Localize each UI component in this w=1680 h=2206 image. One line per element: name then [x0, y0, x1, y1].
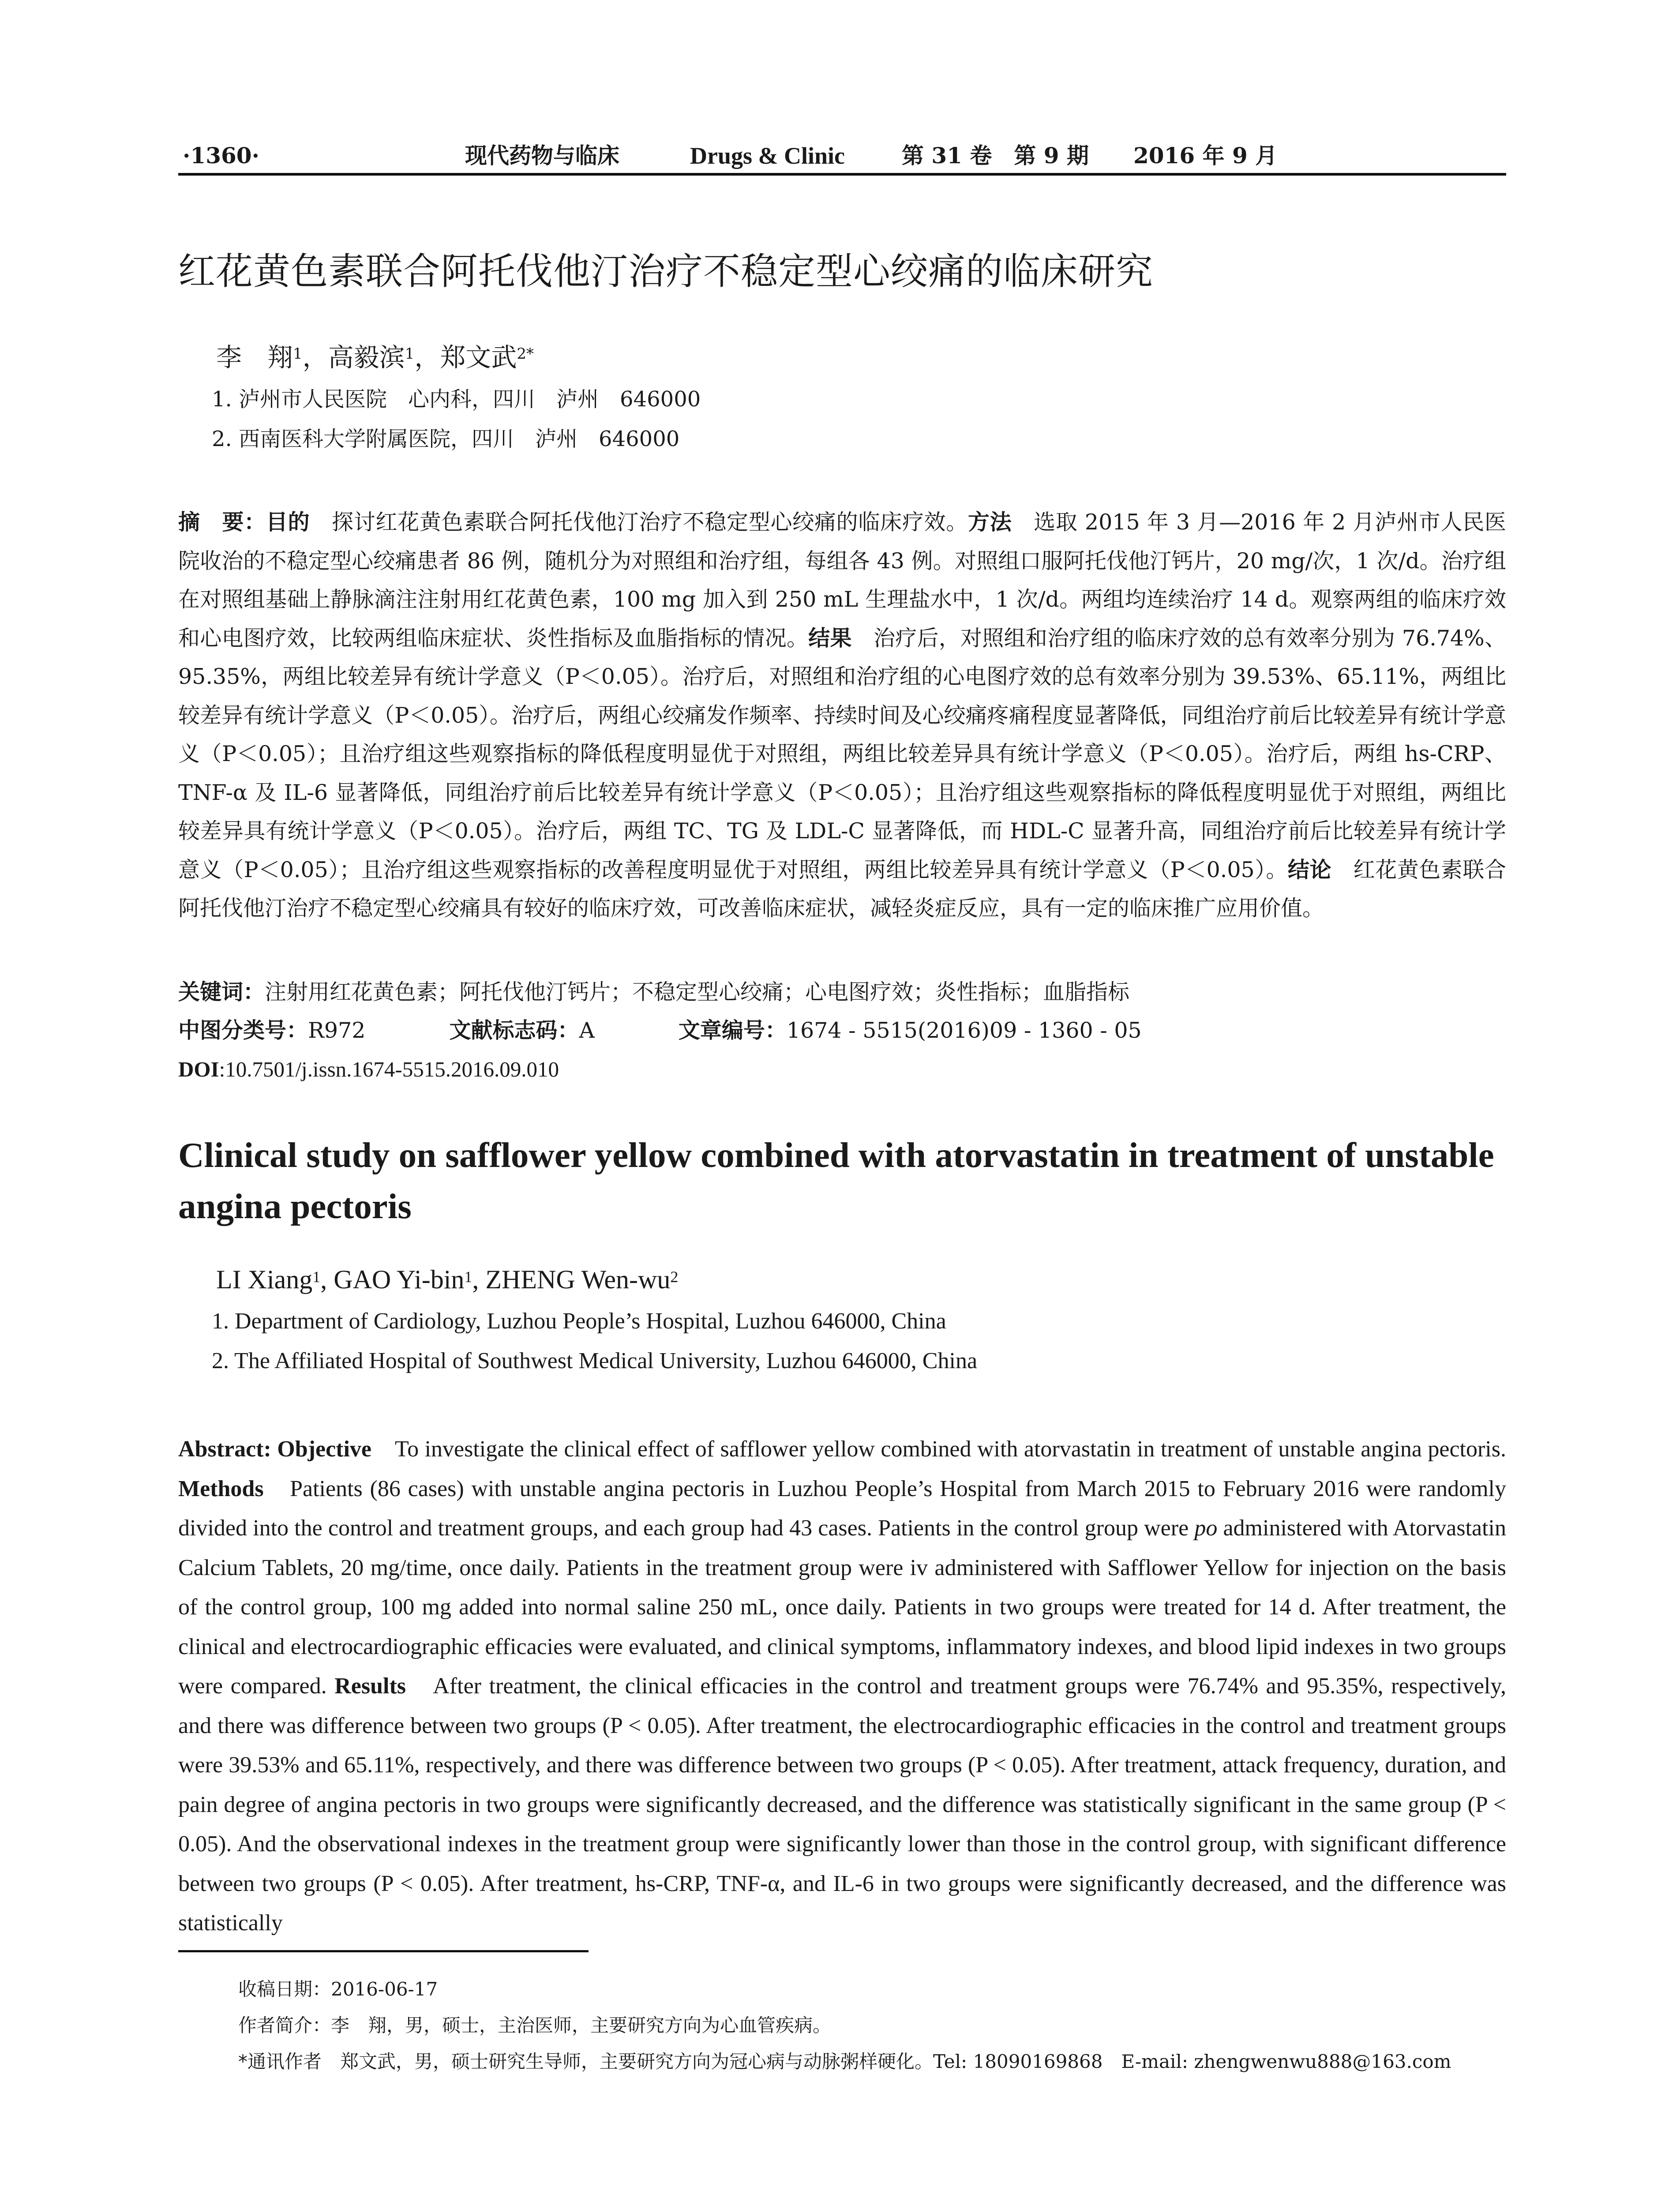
affiliation-en: 2. The Affiliated Hospital of Southwest Medical University, Luzhou 646000, China — [212, 1348, 978, 1373]
methods-text: 选取 2015 年 3 月—2016 年 2 月泸州市人民医院收治的不稳定型心绞痛患者 86 例，随机分为对照组和治疗组，每组各 43 例。对照组口服阿托伐他汀钙片，20 mg/次，1 次/d。治疗组在对照组基础上静脉滴注注射用红花黄色素，100 mg 加入到 250 mL 生理盐水中，1 次/d。两组均连续治疗 14 d。观察两组的临床疗效和心电图疗效，比较两组临床症状、炎性指标及血脂指标的情况。 — [178, 510, 1506, 651]
article-number-label: 文章编号： — [678, 1018, 787, 1043]
affiliation-en: 1. Department of Cardiology, Luzhou People’s Hospital, Luzhou 646000, China — [212, 1309, 946, 1334]
keywords-cn — [178, 973, 1506, 1011]
results-label: Results — [334, 1673, 406, 1699]
header-rule — [178, 173, 1506, 176]
keywords-text: 注射用红花黄色素；阿托伐他汀钙片；不稳定型心绞痛；心电图疗效；炎性指标；血脂指标 — [265, 979, 1130, 1005]
doi-line — [178, 1050, 1506, 1088]
author-list-cn: 李 翔$^1$，高毅滨$^1$，郑文武$^{2*}$ — [216, 342, 534, 372]
author-bio-label: 作者简介： — [238, 2015, 331, 2036]
issue-date: 2016 年 9 月 — [1133, 143, 1278, 169]
footnote-author-bio — [238, 2012, 831, 2039]
methods-text-cont: administered with Atorvastatin Calcium Tablets, 20 mg/time, once daily. Patients in the treatment group were iv administered with Safflower Yellow for injection on the basis of the control group, 100 mg added into normal saline 250 mL, once daily. Patients in two groups were treated for 14 d. After treatment, the clinical and electrocardiographic efficacies were evaluated, and clinical symptoms, inflammatory indexes, and blood lipid indexes in two groups were compared. — [178, 1516, 1506, 1699]
methods-label: 方法 — [968, 510, 1012, 535]
author-list-en: LI Xiang$^1$, GAO Yi-bin$^1$, ZHENG Wen-$wu^2$ — [216, 1265, 679, 1294]
author-affiliation-mark: 1 — [293, 345, 303, 363]
results-text: After treatment, the clinical efficacies in the control and treatment groups were 76.74% and 95.35%, respectively, and there was difference between two groups (P < 0.05). After treatment, the electrocardiographic efficacies in the control and treatment groups were 39.53% and 65.11%, respectively, and there was difference between two groups (P < 0.05). After treatment, attack frequency, duration, and pain degree of angina pectoris in two groups were significantly decreased, and the difference was statistically significant in the same group (P < 0.05). And the observational indexes in the treatment group were significantly lower than those in the control group, with significant difference between two groups (P < 0.05). After treatment, hs-CRP, TNF-α, and IL-6 in two groups were significantly decreased, and the difference was statistically — [178, 1673, 1506, 1936]
footnote-received — [238, 1976, 438, 2003]
article-number-value: 1674 - 5515(2016)09 - 1360 - 05 — [786, 1018, 1142, 1043]
classification-line — [178, 1011, 1506, 1050]
article-title-cn: 红花黄色素联合阿托伐他汀治疗不稳定型心绞痛的临床研究 — [178, 250, 1154, 293]
document-code-label: 文献标志码： — [449, 1018, 579, 1043]
clc-value: R972 — [308, 1018, 366, 1043]
document-code-value: A — [579, 1018, 595, 1043]
volume-issue: 第 31 卷 第 9 期 — [902, 143, 1089, 169]
author-name: 高毅滨 — [328, 342, 405, 372]
methods-text: Patients (86 cases) with unstable angina pectoris in Luzhou People’s Hospital from March 2015 to February 2016 were randomly divided into the control and treatment groups, and each group had 43 cases. Patients in the control group were — [178, 1476, 1506, 1541]
corresponding-text: 郑文武，男，硕士研究生导师，主要研究方向为冠心病与动脉粥样硬化。Tel: 18090169868 E-mail: zhengwenwu888@163.com — [322, 2051, 1451, 2072]
author-name: 郑文武 — [440, 342, 517, 372]
journal-name-en: Drugs & Clinic — [690, 143, 845, 169]
abstract-en — [178, 1429, 1506, 1943]
conclusion-label: 结论 — [1287, 857, 1332, 882]
doi-value: :10.7501/j.issn.1674-5515.2016.09.010 — [219, 1057, 559, 1081]
author-affiliation-mark: 2 — [670, 1268, 679, 1286]
author-affiliation-mark: 1 — [312, 1268, 321, 1286]
received-label: 收稿日期： — [238, 1978, 331, 2000]
doi-label: DOI — [178, 1057, 219, 1081]
author-affiliation-mark: 1 — [464, 1268, 472, 1286]
affiliation-cn: 1. 泸州市人民医院 心内科，四川 泸州 646000 — [212, 387, 701, 412]
author-name: LI Xiang — [216, 1265, 313, 1294]
author-name: 李 翔 — [216, 342, 293, 372]
author-affiliation-mark: 1 — [405, 345, 415, 363]
methods-label: Methods — [178, 1476, 264, 1501]
page-number: ·1360· — [183, 143, 259, 169]
author-bio-text: 李 翔，男，硕士，主治医师，主要研究方向为心血管疾病。 — [331, 2015, 832, 2036]
affiliation-cn: 2. 西南医科大学附属医院，四川 泸州 646000 — [212, 427, 680, 451]
abstract-objective-label: Abstract: Objective — [178, 1437, 371, 1462]
received-date: 2016-06-17 — [331, 1978, 438, 2000]
corresponding-label: *通讯作者 — [238, 2051, 322, 2072]
running-header — [178, 140, 1506, 171]
objective-text: To investigate the clinical effect of safflower yellow combined with atorvastatin in treatment of unstable angina pectoris. — [371, 1437, 1506, 1462]
methods-route-po: po — [1194, 1516, 1218, 1541]
author-name: ZHENG Wen-wu — [485, 1265, 671, 1294]
results-label: 结果 — [808, 625, 852, 651]
author-affiliation-mark: 2* — [517, 345, 534, 363]
conclusion-text: 红花黄色素联合阿托伐他汀治疗不稳定型心绞痛具有较好的临床疗效，可改善临床症状，减轻炎症反应，具有一定的临床推广应用价值。 — [178, 857, 1506, 921]
footnote-corresponding-author — [238, 2048, 1451, 2075]
objective-text: 探讨红花黄色素联合阿托伐他汀治疗不稳定型心绞痛的临床疗效。 — [310, 510, 968, 535]
results-text: 治疗后，对照组和治疗组的临床疗效的总有效率分别为 76.74%、95.35%，两组比较差异有统计学意义（P＜0.05）。治疗后，对照组和治疗组的心电图疗效的总有效率分别为 39.53%、65.11%，两组比较差异有统计学意义（P＜0.05）。治疗后，两组心绞痛发作频率、持续时间及心绞痛疼痛程度显著降低，同组治疗前后比较差异有统计学意义（P＜0.05）；且治疗组这些观察指标的降低程度明显优于对照组，两组比较差异具有统计学意义（P＜0.05）。治疗后，两组 hs-CRP、TNF-α 及 IL-6 显著降低，同组治疗前后比较差异有统计学意义（P＜0.05）；且治疗组这些观察指标的降低程度明显优于对照组，两组比较差异具有统计学意义（P＜0.05）。治疗后，两组 TC、TG 及 LDL-C 显著降低，而 HDL-C 显著升高，同组治疗前后比较差异有统计学意义（P＜0.05）；且治疗组这些观察指标的改善程度明显优于对照组，两组比较差异具有统计学意义（P＜0.05）。 — [178, 625, 1506, 882]
abstract-label: 摘 要： — [178, 510, 266, 535]
journal-name-cn: 现代药物与临床 — [465, 143, 619, 169]
article-title-en: Clinical study on safflower yellow combined with atorvastatin in treatment of unstable angina pectoris — [178, 1135, 1494, 1226]
objective-label: 目的 — [266, 510, 310, 535]
footnote-rule — [178, 1950, 589, 1952]
author-name: GAO Yi-bin — [334, 1265, 465, 1294]
abstract-cn — [178, 503, 1506, 928]
clc-label: 中图分类号： — [178, 1018, 308, 1043]
keywords-label: 关键词： — [178, 979, 265, 1005]
